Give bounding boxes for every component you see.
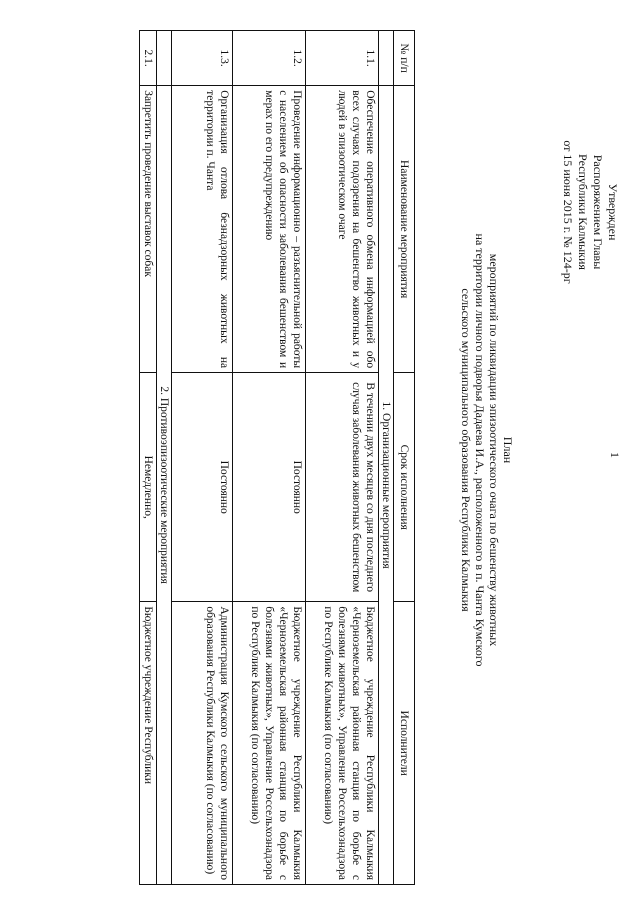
table-row	[306, 31, 379, 885]
table-row	[172, 31, 233, 885]
table-row	[140, 31, 157, 885]
section-empty-cell	[157, 31, 172, 86]
approval-line: Республики Калмыкия	[576, 154, 590, 270]
approval-line: Утвержден	[606, 183, 620, 241]
row-term: Постоянно	[172, 373, 233, 602]
row-num: 1.3.	[172, 31, 233, 86]
approval-line: от 15 июня 2015 г. № 124-рг	[561, 140, 575, 284]
row-name: Запретить проведение выставок собак	[140, 86, 157, 373]
plan-title: План	[501, 436, 515, 464]
section-row	[157, 31, 172, 885]
section-empty-cell	[379, 31, 394, 86]
table-header-row	[394, 31, 415, 885]
row-term: Немедленно,	[140, 373, 157, 602]
row-term: В течении двух месяцев со дня последнего случая заболевания животных бешенством	[306, 373, 379, 602]
row-executor: Администрация Кумского сельского муниципального образования Республики Калмыкия (по согласованию)	[172, 602, 233, 885]
header-num: № п/п	[394, 31, 415, 86]
plan-subtitle-line: мероприятий по ликвидации эпизоотического очага по бешенству животных	[487, 253, 501, 647]
approval-line: Распоряжением Главы	[591, 154, 605, 270]
section-row	[379, 31, 394, 885]
plan-subtitle-line: сельского муниципального образования Республики Калмыкия	[459, 288, 473, 612]
header-term: Срок исполнения	[394, 373, 415, 602]
row-name: Обеспечение оперативного обмена информацией обо всех случаях подозрения на бешенство животных и у людей в эпизоотическом очаге	[306, 86, 379, 373]
header-name: Наименование мероприятия	[394, 86, 415, 373]
row-executor: Бюджетное учреждение Республики Калмыкия «Черноземельская районная станция по борьбе с болезнями животных», Управление Россельхознадзора по Республике Калмыкия (по согласованию)	[233, 602, 306, 885]
plan-heading	[459, 150, 515, 750]
plan-subtitle-line: на территории личного подворья Дадаева И.А., расположенного в п. Чанта Кумского	[473, 233, 487, 667]
row-num: 1.1.	[306, 31, 379, 86]
approval-block	[560, 82, 620, 342]
table-row	[233, 31, 306, 885]
section-title: 1. Организационные мероприятия	[379, 86, 394, 885]
row-term: Постоянно	[233, 373, 306, 602]
page-number: 1	[608, 452, 622, 458]
measures-table	[139, 30, 415, 885]
row-name: Проведение информационно – разъяснительной работы с населением об опасности заболевания бешенством и мерах по его предупреждению	[233, 86, 306, 373]
header-executor: Исполнители	[394, 602, 415, 885]
row-num: 2.1.	[140, 31, 157, 86]
row-name: Организация отлова безнадзорных животных на территории п. Чанта	[172, 86, 233, 373]
row-executor: Бюджетное учреждение Республики Калмыкия «Черноземельская районная станция по борьбе с болезнями животных», Управление Россельхознадзора по Республике Калмыкия (по согласованию)	[306, 602, 379, 885]
row-num: 1.2.	[233, 31, 306, 86]
section-title: 2. Противоэпизоотические мероприятия	[157, 86, 172, 885]
row-executor: Бюджетное учреждение Республики	[140, 602, 157, 885]
